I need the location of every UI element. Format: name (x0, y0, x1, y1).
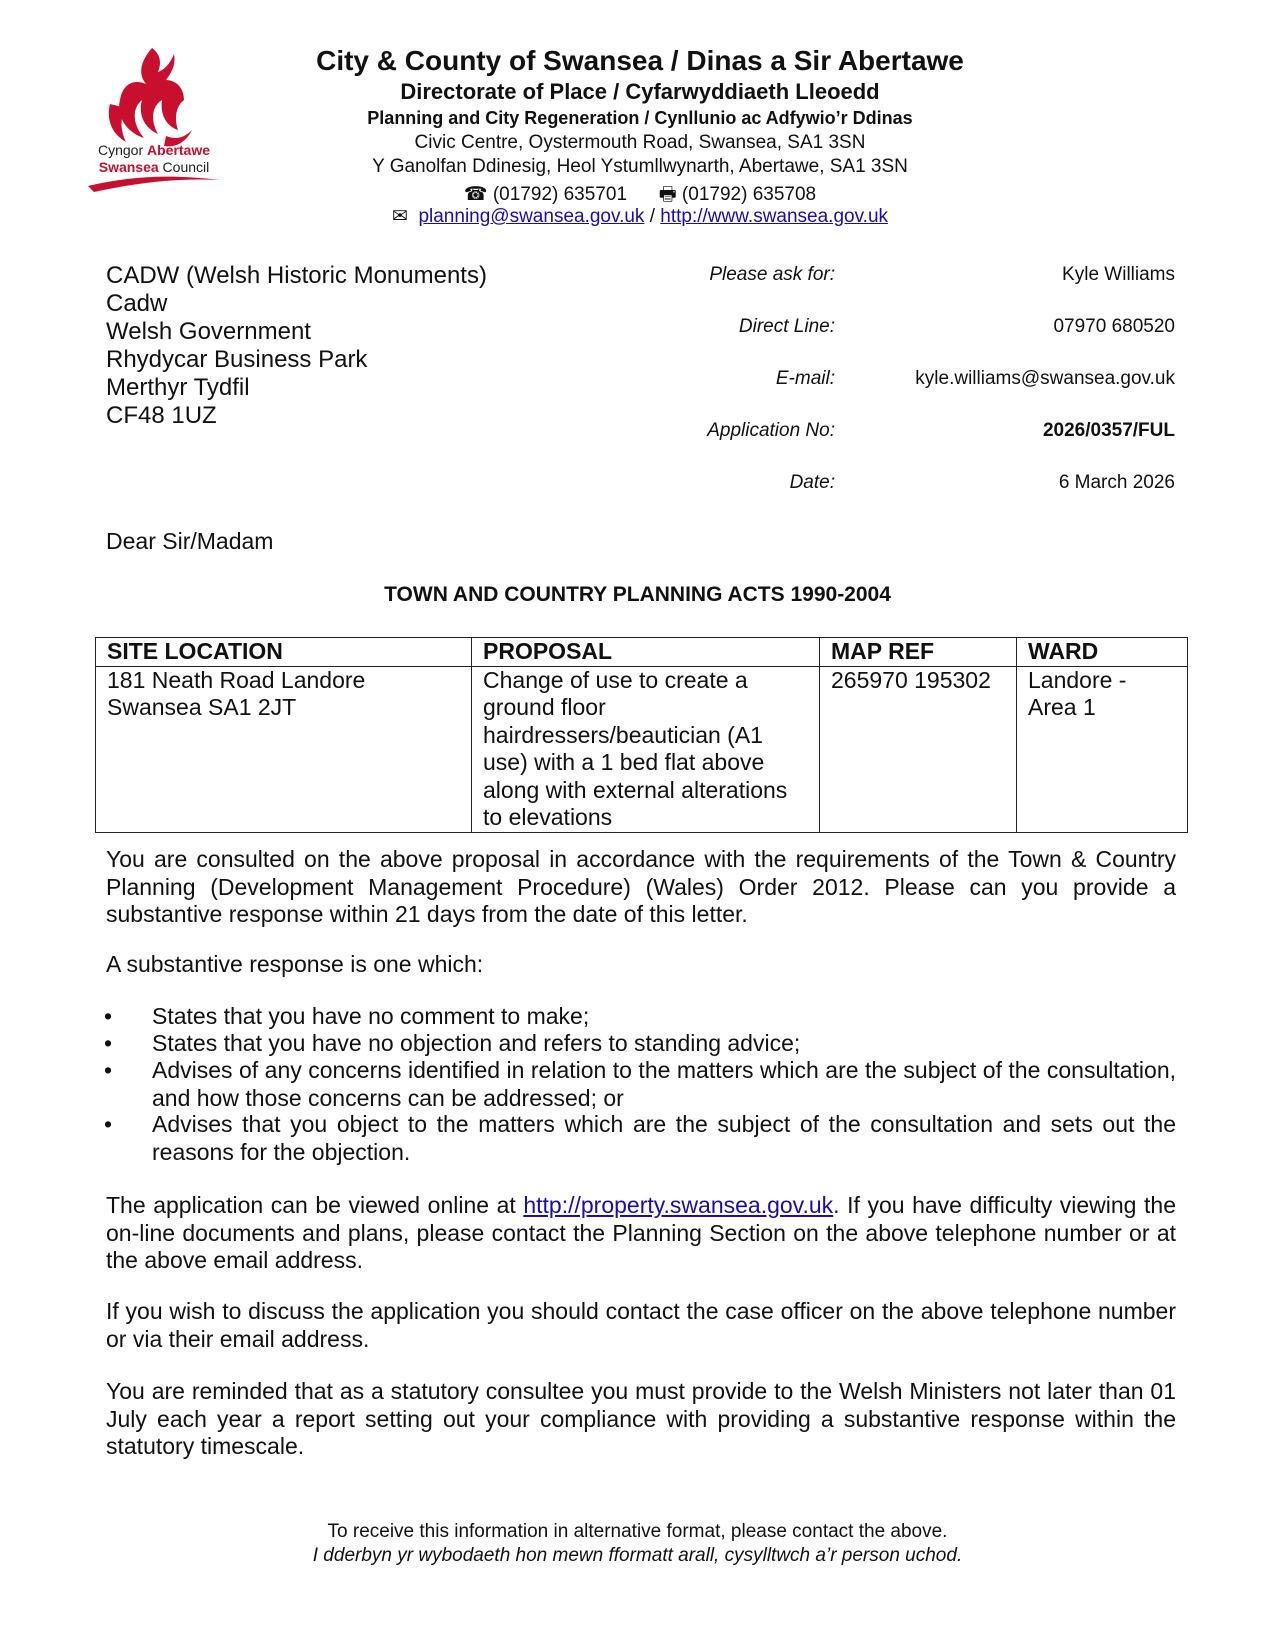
directorate-title: Directorate of Place / Cyfarwyddiaeth Lleoedd (400, 79, 880, 104)
ask-for-label: Please ask for: (709, 264, 835, 285)
footer-english: To receive this information in alternative format, please contact the above. (327, 1521, 948, 1542)
phone-number: (01792) 635701 (492, 184, 628, 205)
direct-line-value: 07970 680520 (1053, 316, 1175, 337)
phone-icon: ☎ (463, 184, 488, 205)
online-viewing-text-a: The application can be viewed online at (106, 1192, 524, 1218)
proposal-line: hairdressers/beautician (A1 (483, 721, 763, 748)
site-location-line: Swansea SA1 2JT (107, 694, 297, 720)
proposal-header: PROPOSAL (472, 638, 820, 667)
recipient-line: Cadw (106, 290, 168, 317)
acts-heading: TOWN AND COUNTRY PLANNING ACTS 1990-2004 (384, 583, 891, 606)
site-details-table (95, 637, 1188, 833)
envelope-icon: ✉ (391, 206, 408, 227)
site-location-header: SITE LOCATION (96, 638, 472, 667)
proposal-line: to elevations (483, 804, 613, 830)
phoenix-emblem (119, 48, 184, 138)
map-ref-header: MAP REF (820, 638, 1017, 667)
bullet-item: Advises of any concerns identified in relation to the matters which are the subject of the consultation, and how those concerns can be addressed; or (152, 1057, 1176, 1111)
ward-cell (1017, 666, 1188, 832)
salutation: Dear Sir/Madam (106, 528, 274, 554)
table-row (96, 666, 1188, 832)
table-header-row (96, 638, 1188, 667)
consultation-paragraph: You are consulted on the above proposal in accordance with the requirements of the Town & Country Planning (Development Management Procedure) (Wales) Order 2012. Please can you provide a substantive response within 21 days from the date of this letter. (106, 846, 1176, 927)
date-value: 6 March 2026 (1058, 472, 1175, 493)
ward-line: Area 1 (1028, 694, 1096, 720)
contact-links (240, 205, 1040, 228)
application-number: 2026/0357/FUL (1042, 420, 1175, 441)
bullet-marker: • (104, 1111, 113, 1137)
ward-line: Landore - (1028, 666, 1127, 693)
logo-text-english: Swansea Council (98, 159, 210, 175)
bullet-marker: • (104, 1030, 113, 1056)
recipient-line: CADW (Welsh Historic Monuments) (106, 262, 487, 289)
recipient-line: Merthyr Tydfil (106, 374, 250, 401)
bullet-item: Advises that you object to the matters which are the subject of the consultation and sets out the reasons for the objection. (152, 1111, 1176, 1165)
online-viewing-text-b: . If you have difficulty viewing the on-line documents and plans, please contact the Planning Section on the above telephone number or at the above email address. (106, 1192, 1176, 1273)
online-viewing-paragraph (106, 1192, 1176, 1275)
proposal-line: Change of use to create a (483, 666, 748, 693)
logo-text-cymraeg: Cyngor Abertawe (97, 142, 211, 158)
site-location-cell (96, 666, 472, 832)
date-label: Date: (789, 472, 835, 493)
logo-swoosh (88, 177, 220, 192)
property-portal-link[interactable]: http://property.swansea.gov.uk (523, 1192, 834, 1218)
recipient-line: Rhydycar Business Park (106, 346, 368, 373)
proposal-line: along with external alterations (483, 776, 788, 803)
bullet-item: States that you have no comment to make; (152, 1003, 590, 1029)
address-english: Civic Centre, Oystermouth Road, Swansea, SA1 3SN (414, 132, 866, 153)
footer-welsh: I dderbyn yr wybodaeth hon mewn fformatt arall, cysylltwch a’r person uchod. (312, 1545, 963, 1566)
phoenix-wing (109, 104, 126, 142)
proposal-line: use) with a 1 bed flat above (483, 749, 765, 775)
site-location-line: 181 Neath Road Landore (107, 666, 366, 693)
substantive-intro: A substantive response is one which: (106, 951, 484, 977)
bullet-item: States that you have no objection and refers to standing advice; (152, 1030, 801, 1056)
bullet-marker: • (104, 1057, 113, 1083)
link-separator: / (649, 206, 655, 227)
application-label: Application No: (707, 420, 835, 441)
council-website-link[interactable]: http://www.swansea.gov.uk (660, 206, 889, 227)
council-title: City & County of Swansea / Dinas a Sir Abertawe (316, 45, 964, 76)
bullet-marker: • (104, 1003, 113, 1029)
ward-header: WARD (1017, 638, 1188, 667)
proposal-line: ground floor (483, 694, 606, 720)
email-label: E-mail: (775, 368, 835, 389)
email-value: kyle.williams@swansea.gov.uk (915, 368, 1175, 389)
ask-for-value: Kyle Williams (1062, 264, 1175, 285)
recipient-line: Welsh Government (106, 318, 311, 345)
discussion-paragraph: If you wish to discuss the application you should contact the case officer on the above telephone number or via their email address. (106, 1298, 1176, 1352)
proposal-cell (472, 666, 820, 832)
statutory-reminder-paragraph: You are reminded that as a statutory consultee you must provide to the Welsh Ministers not later than 01 July each year a report setting out your compliance with providing a substantive response within the statutory timescale. (106, 1378, 1176, 1459)
map-ref-cell: 265970 195302 (820, 666, 1017, 832)
address-welsh: Y Ganolfan Ddinesig, Heol Ystumllwynarth, Abertawe, SA1 3SN (372, 156, 908, 177)
department-title: Planning and City Regeneration / Cynllunio ac Adfywio’r Ddinas (367, 108, 913, 128)
recipient-line: CF48 1UZ (106, 402, 217, 429)
direct-line-label: Direct Line: (738, 316, 835, 337)
fax-icon: 🖶 (658, 184, 677, 205)
fax-number: (01792) 635708 (681, 184, 817, 205)
planning-email-link[interactable]: planning@swansea.gov.uk (418, 206, 645, 227)
